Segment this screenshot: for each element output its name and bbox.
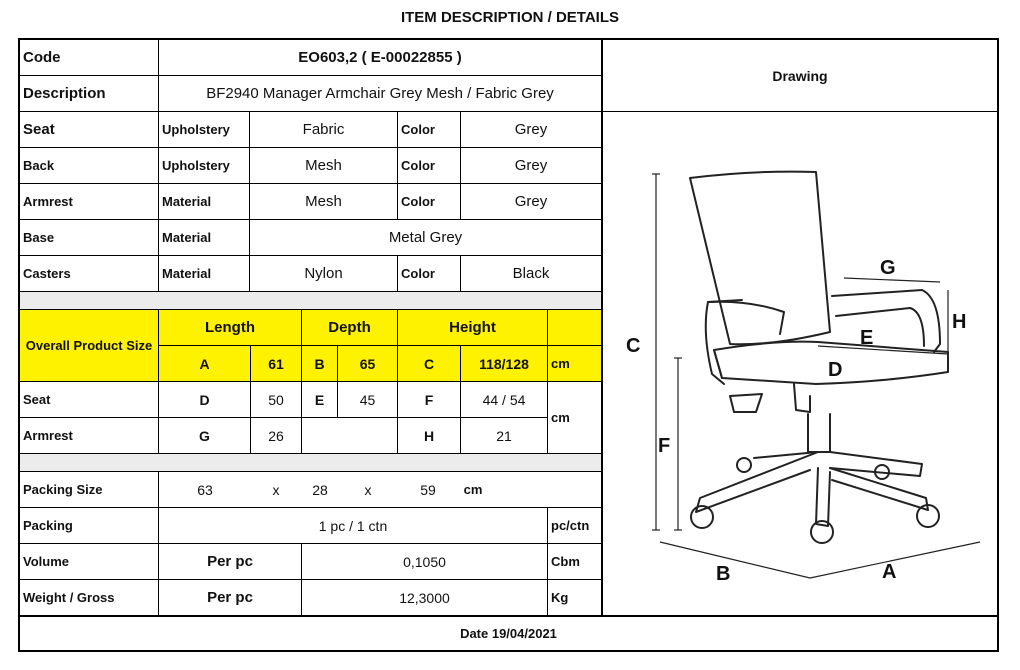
spacer-row <box>20 292 601 309</box>
dim-label-c: C <box>626 335 641 357</box>
dim-letter-a: A <box>159 346 250 381</box>
dim-label-a: A <box>882 561 897 583</box>
volume-per: Per pc <box>207 553 253 570</box>
weight-value: 12,3000 <box>399 589 450 606</box>
packing-length: 63 <box>197 481 213 498</box>
depth-header: Depth <box>302 310 397 345</box>
part-attr: Upholstery <box>162 122 230 137</box>
drawing-label: Drawing <box>772 67 828 84</box>
volume-unit: Cbm <box>551 554 580 569</box>
packing-label: Packing <box>23 518 73 533</box>
packing-x2: x <box>364 481 372 498</box>
backrest-shape <box>690 172 830 345</box>
col-divider <box>601 40 603 615</box>
dim-label-e: E <box>860 327 874 349</box>
dim-label-h: H <box>952 311 967 333</box>
seat-dims-label: Seat <box>23 392 51 407</box>
packing-width: 28 <box>312 481 328 498</box>
part-color-label: Color <box>401 194 435 209</box>
part-value: Nylon <box>304 265 343 282</box>
packing-value: 1 pc / 1 ctn <box>318 517 388 534</box>
code-value: EO603,2 ( E-00022855 ) <box>298 49 462 66</box>
part-color: Grey <box>514 193 548 210</box>
overall-size-label: Overall Product Size <box>20 310 158 381</box>
dim-label-b: B <box>716 563 731 585</box>
part-color: Black <box>512 265 550 282</box>
volume-value: 0,1050 <box>403 553 446 570</box>
dim-letter-b: B <box>302 346 337 381</box>
part-attr: Upholstery <box>162 158 230 173</box>
part-name: Seat <box>23 121 55 138</box>
dim-letter-c: C <box>398 346 460 381</box>
part-color: Grey <box>514 157 548 174</box>
packing-size-label: Packing Size <box>23 482 103 497</box>
dim-value-c: 118/128 <box>461 346 547 381</box>
overall-unit: cm <box>548 346 601 381</box>
chair-outline <box>690 172 948 543</box>
part-name: Back <box>23 158 55 173</box>
part-color: Grey <box>514 121 548 138</box>
weight-per: Per pc <box>207 589 253 606</box>
chair-drawing <box>604 112 996 614</box>
dim-letter-h: H <box>423 427 435 444</box>
spacer-row <box>20 454 601 471</box>
dim-value-a: 61 <box>251 346 301 381</box>
part-name: Base <box>23 230 55 245</box>
unit-header <box>548 310 601 345</box>
weight-unit: Kg <box>551 590 569 605</box>
part-attr: Material <box>162 266 212 281</box>
height-header: Height <box>398 310 547 345</box>
packing-unit: pc/ctn <box>551 518 590 533</box>
document-title: ITEM DESCRIPTION / DETAILS <box>400 9 620 26</box>
description-value: BF2940 Manager Armchair Grey Mesh / Fabric Grey <box>206 85 554 102</box>
dim-value-g: 26 <box>268 427 284 444</box>
volume-label: Volume <box>23 554 69 569</box>
part-name: Casters <box>23 266 71 281</box>
dim-letter-f: F <box>424 391 434 408</box>
part-name: Armrest <box>23 194 73 209</box>
part-color-label: Color <box>401 266 435 281</box>
dim-value-b: 65 <box>338 346 397 381</box>
part-attr: Material <box>162 230 212 245</box>
description-label: Description <box>23 85 106 102</box>
part-color-label: Color <box>401 158 435 173</box>
packing-height: 59 <box>420 481 436 498</box>
dim-value-f: 44 / 54 <box>482 391 526 408</box>
dim-letter-g: G <box>199 427 210 444</box>
part-value: Mesh <box>305 193 342 210</box>
weight-label: Weight / Gross <box>23 590 115 605</box>
dims-unit: cm <box>551 410 570 425</box>
code-label: Code <box>23 49 61 66</box>
length-header: Length <box>159 310 301 345</box>
part-value: Metal Grey <box>388 229 463 246</box>
part-value: Mesh <box>305 157 342 174</box>
document-date: Date 19/04/2021 <box>460 626 557 641</box>
part-attr: Material <box>162 194 212 209</box>
dim-label-f: F <box>658 435 671 457</box>
armrest-dims-label: Armrest <box>23 428 73 443</box>
packing-size-unit: cm <box>463 482 483 497</box>
dim-letter-d: D <box>199 391 210 408</box>
dim-label-d: D <box>828 359 843 381</box>
dim-value-e: 45 <box>359 391 376 408</box>
packing-x1: x <box>272 481 280 498</box>
dim-value-h: 21 <box>496 427 512 444</box>
dim-label-g: G <box>880 257 896 279</box>
part-value: Fabric <box>302 121 345 138</box>
dim-letter-e: E <box>314 391 325 408</box>
dim-value-d: 50 <box>268 391 284 408</box>
part-color-label: Color <box>401 122 435 137</box>
